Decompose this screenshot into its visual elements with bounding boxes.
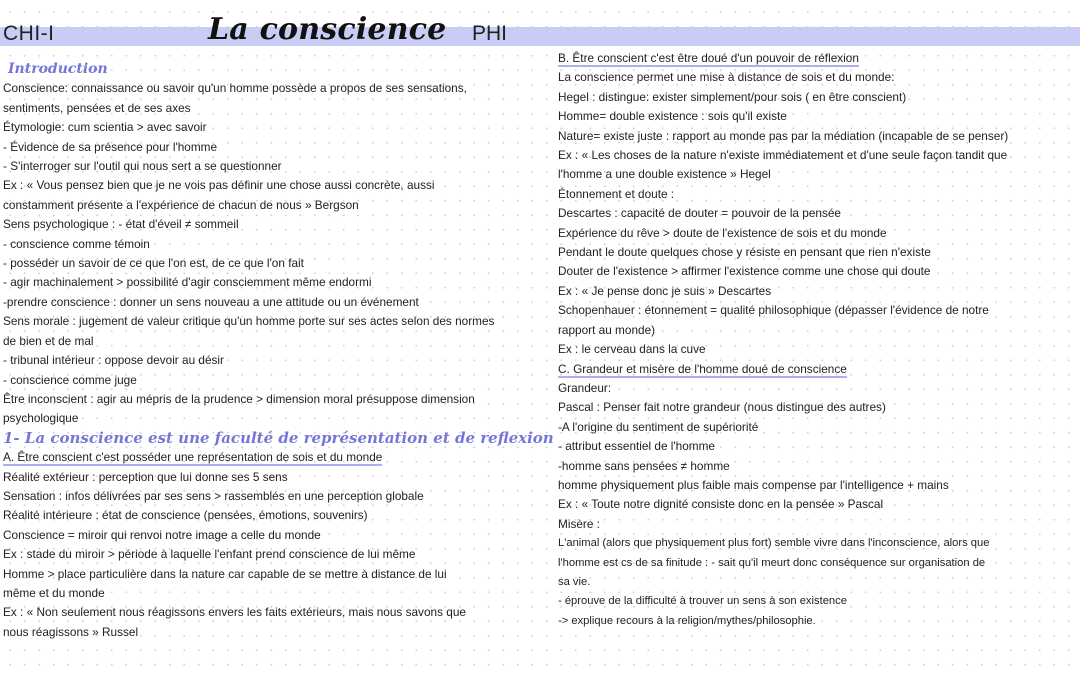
text-line: Homme= double existence : sois qu'il existe: [558, 109, 787, 124]
text-line: La conscience permet une mise à distance de sois et du monde:: [558, 70, 895, 85]
text-line: constamment présente a l'expérience de chacun de nous » Bergson: [3, 197, 359, 212]
text-line: -prendre conscience : donner un sens nouveau a une attitude ou un événement: [3, 294, 419, 309]
text-line: Étymologie: cum scientia > avec savoir: [3, 120, 207, 135]
text-line: Sensation : infos délivrées par ses sens > rassemblés en une perception globale: [3, 488, 424, 503]
text-line: nous réagissons » Russel: [3, 624, 139, 639]
subsection-c-heading-text: C. Grandeur et misère de l'homme doué de conscience: [558, 361, 847, 376]
text-line: - conscience comme témoin: [3, 236, 150, 251]
text-line: -homme sans pensées ≠ homme: [558, 458, 730, 473]
text-line: Expérience du rêve > doute de l'existence de sois et du monde: [558, 225, 887, 240]
text-line: Homme > place particulière dans la nature car capable de se mettre à distance de lui: [3, 566, 447, 581]
text-line: sentiments, pensées et de ses axes: [3, 100, 191, 115]
title-highlight-band: [0, 27, 1080, 46]
subsection-b-heading-text: B. Être conscient c'est être doué d'un pouvoir de réflexion: [558, 51, 859, 65]
text-line: l'homme est cs de sa finitude : - sait qu'il meurt donc conséquence sur organisation de: [558, 556, 986, 569]
section-1-heading: 1- La conscience est une faculté de représentation et de reflexion: [3, 428, 554, 447]
text-line: Ex : le cerveau dans la cuve: [558, 342, 706, 357]
text-line: Pascal : Penser fait notre grandeur (nous distingue des autres): [558, 400, 886, 415]
text-line: homme physiquement plus faible mais compense par l'intelligence + mains: [558, 477, 949, 492]
text-line: - posséder un savoir de ce que l'on est, de ce que l'on fait: [3, 256, 304, 271]
text-line: l'homme a une double existence » Hegel: [558, 167, 771, 182]
subsection-a-heading-text: A. Être conscient c'est posséder une représentation de sois et du monde: [3, 450, 383, 465]
text-line: L'animal (alors que physiquement plus fort) semble vivre dans l'inconscience, alors que: [558, 537, 990, 550]
text-line: Schopenhauer : étonnement = qualité philosophique (dépasser l'évidence de notre: [558, 303, 989, 318]
text-line: - éprouve de la difficulté à trouver un sens à son existence: [558, 595, 847, 608]
subject-code: PHI: [472, 22, 508, 45]
text-line: - S'interroger sur l'outil qui nous sert a se questionner: [3, 159, 282, 174]
text-line: - attribut essentiel de l'homme: [558, 439, 715, 454]
subsection-a-text: [3, 468, 540, 643]
text-line: Nature= existe juste : rapport au monde pas par la médiation (incapable de se penser): [558, 128, 1009, 143]
left-column: [3, 60, 554, 642]
subsection-b-heading: [558, 49, 1068, 68]
text-line: Sens morale : jugement de valeur critique qu'un homme porte sur ses actes selon des normes: [3, 314, 495, 329]
text-line: -> explique recours à la religion/mythes/philosophie.: [558, 614, 816, 627]
text-line: psychologique: [3, 411, 79, 426]
text-line: Être inconscient : agir au mépris de la prudence > dimension moral présuppose dimension: [3, 391, 475, 406]
text-line: Sens psychologique : - état d'éveil ≠ sommeil: [3, 217, 239, 232]
text-line: - Évidence de sa présence pour l'homme: [3, 139, 218, 154]
text-line: Misère :: [558, 516, 600, 531]
text-line: -A l'origine du sentiment de supériorité: [558, 419, 759, 434]
text-line: Conscience = miroir qui renvoi notre image a celle du monde: [3, 527, 321, 542]
text-line: Pendant le doute quelques chose y résiste en pensant que rien n'existe: [558, 245, 931, 260]
intro-heading: Introduction: [8, 61, 108, 77]
text-line: Grandeur:: [558, 380, 612, 395]
intro-text: [3, 79, 540, 428]
text-line: - conscience comme juge: [3, 372, 137, 387]
text-line: Ex : stade du miroir > période à laquelle l'enfant prend conscience de lui même: [3, 547, 416, 562]
text-line: Ex : « Vous pensez bien que je ne vois pas définir une chose aussi concrète, aussi: [3, 178, 435, 193]
right-column: [558, 49, 1068, 631]
text-line: Étonnement et doute :: [558, 186, 675, 201]
text-line: même et du monde: [3, 585, 105, 600]
text-line: Hegel : distingue: exister simplement/pour sois ( en être conscient): [558, 89, 907, 104]
text-line: Réalité extérieur : perception que lui donne ses 5 sens: [3, 469, 288, 484]
subsection-c-text: [558, 379, 1068, 631]
text-line: Ex : « Non seulement nous réagissons envers les faits extérieurs, mais nous savons que: [3, 605, 466, 620]
subsection-b-text: [558, 68, 1068, 359]
text-line: Réalité intérieure : état de conscience (pensées, émotions, souvenirs): [3, 508, 368, 523]
text-line: Conscience: connaissance ou savoir qu'un homme possède a propos de ses sensations,: [3, 81, 467, 96]
text-line: Ex : « Toute notre dignité consiste donc en la pensée » Pascal: [558, 497, 884, 512]
text-line: - tribunal intérieur : oppose devoir au désir: [3, 353, 224, 368]
page-title: La conscience: [208, 12, 447, 47]
text-line: Descartes : capacité de douter = pouvoir de la pensée: [558, 206, 841, 221]
subsection-c-heading: [558, 360, 1068, 379]
text-line: Ex : « Les choses de la nature n'existe immédiatement et d'une seule façon tandit que: [558, 148, 1008, 163]
text-line: rapport au monde): [558, 322, 656, 337]
subsection-a-heading: [3, 448, 540, 467]
text-line: Ex : « Je pense donc je suis » Descartes: [558, 283, 772, 298]
text-line: sa vie.: [558, 575, 591, 588]
text-line: - agir machinalement > possibilité d'agir consciemment même endormi: [3, 275, 372, 290]
text-line: Douter de l'existence > affirmer l'existence comme une chose qui doute: [558, 264, 931, 279]
text-line: de bien et de mal: [3, 333, 94, 348]
course-code: CHI-I: [3, 22, 55, 45]
